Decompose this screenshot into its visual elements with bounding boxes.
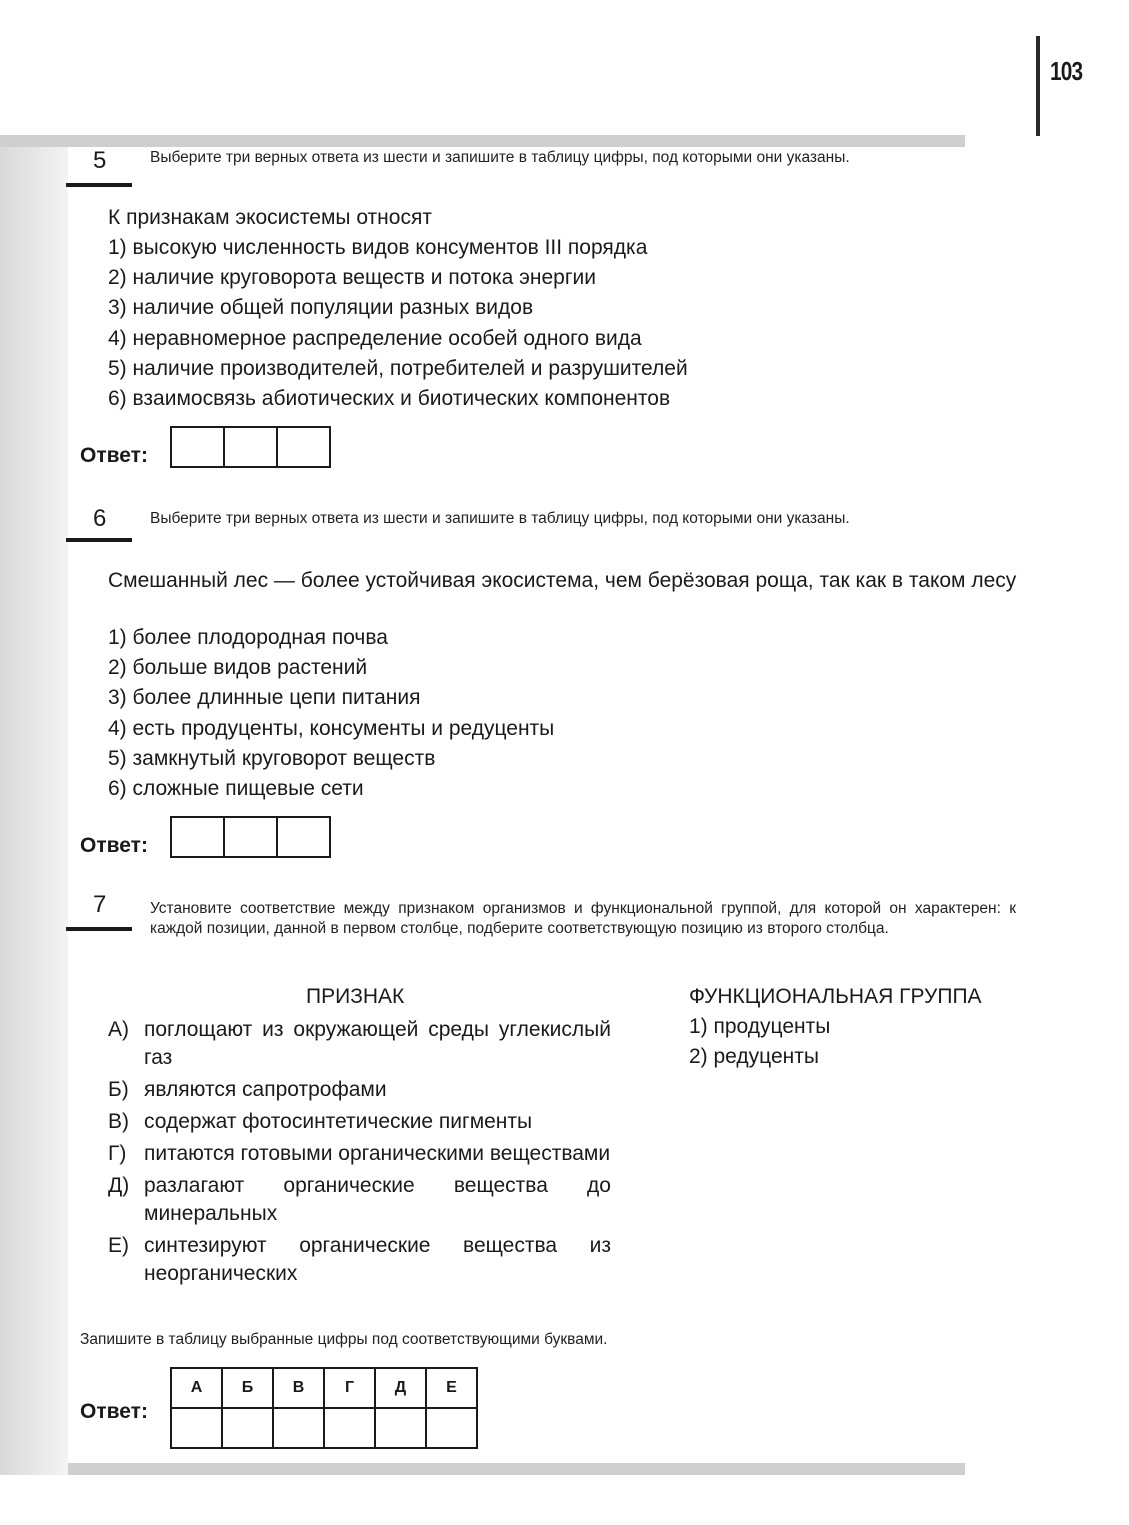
task-5-options [108, 233, 688, 414]
feature-letter: Е) [108, 1234, 129, 1257]
feature-text: синтезируют органические вещества из неорганических [144, 1234, 611, 1285]
option-item: 2) наличие круговорота веществ и потока энергии [108, 266, 596, 290]
feature-letter: Г) [108, 1142, 127, 1165]
table-letter: Б [222, 1368, 273, 1408]
task-7-answer-label: Ответ: [80, 1400, 148, 1423]
feature-text: разлагают органические вещества до минеральных [144, 1174, 611, 1225]
top-gray-rule [0, 135, 965, 147]
option-item: 2) больше видов растений [108, 656, 368, 680]
option-item: 4) неравномерное распределение особей одного вида [108, 326, 642, 350]
answer-cell[interactable] [172, 428, 225, 466]
option-item: 5) наличие производителей, потребителей и разрушителей [108, 356, 688, 380]
group-item: 1) продуценты [689, 1015, 831, 1038]
feature-item [108, 1016, 611, 1072]
group-item: 2) редуценты [689, 1045, 819, 1068]
task-6-answer-boxes [170, 816, 331, 858]
feature-item [108, 1108, 611, 1136]
table-letter: А [171, 1368, 222, 1408]
task-5-stem: К признакам экосистемы относят [108, 206, 432, 229]
feature-text: являются сапротрофами [144, 1078, 387, 1101]
option-item: 3) более длинные цепи питания [108, 686, 421, 710]
answer-cell[interactable] [225, 428, 278, 466]
task-6-options [108, 623, 554, 804]
answer-cell[interactable] [278, 818, 329, 856]
feature-text: содержат фотосинтетические пигменты [144, 1110, 533, 1133]
task-5-number: 5 [93, 147, 107, 174]
answer-cell[interactable] [426, 1408, 477, 1448]
answer-cell[interactable] [172, 818, 225, 856]
groups-list [689, 1012, 830, 1072]
feature-text: питаются готовыми органическими веществами [144, 1142, 611, 1165]
feature-item [108, 1076, 611, 1104]
page-number: 103 [1050, 56, 1083, 86]
feature-item [108, 1140, 611, 1168]
task-6-stem: Смешанный лес — более устойчивая экосистема, чем берёзовая роща, так как в таком лесу [108, 569, 1017, 592]
task-5-answer-boxes [170, 426, 331, 468]
task-7-number: 7 [93, 891, 107, 918]
task-5-marker-line [66, 183, 132, 187]
feature-item [108, 1232, 611, 1288]
task-7-answer-table [170, 1367, 478, 1449]
feature-letter: А) [108, 1018, 129, 1041]
task-7-write-note: Запишите в таблицу выбранные цифры под соответствующими буквами. [80, 1331, 608, 1348]
option-item: 3) наличие общей популяции разных видов [108, 296, 534, 320]
feature-letter: Б) [108, 1078, 129, 1101]
task-7-marker-line [66, 927, 132, 931]
feature-letter: Д) [108, 1174, 130, 1197]
option-item: 6) взаимосвязь абиотических и биотических компонентов [108, 387, 671, 411]
bottom-gray-rule [68, 1463, 965, 1475]
features-heading: ПРИЗНАК [306, 985, 405, 1008]
groups-heading: ФУНКЦИОНАЛЬНАЯ ГРУППА [689, 985, 982, 1008]
feature-item [108, 1172, 611, 1228]
option-item: 1) более плодородная почва [108, 626, 388, 649]
answer-cell[interactable] [225, 818, 278, 856]
table-letter: Г [324, 1368, 375, 1408]
option-item: 5) замкнутый круговорот веществ [108, 746, 436, 770]
task-6-number: 6 [93, 505, 107, 532]
answer-cell[interactable] [278, 428, 329, 466]
task-6-instruction: Выберите три верных ответа из шести и запишите в таблицу цифры, под которыми они указаны. [150, 510, 850, 527]
answer-cell[interactable] [171, 1408, 222, 1448]
option-item: 6) сложные пищевые сети [108, 777, 364, 801]
table-letter: Д [375, 1368, 426, 1408]
feature-text: поглощают из окружающей среды углекислый газ [144, 1018, 611, 1069]
answer-cell[interactable] [222, 1408, 273, 1448]
task-7-instruction: Установите соответствие между признаком организмов и функциональной группой, для которой он характерен: к каждой позиции, данной в первом столбце, подберите соответствующую позицию из второго столбца. [150, 900, 1016, 937]
task-5-answer-label: Ответ: [80, 444, 148, 467]
table-letter: В [273, 1368, 324, 1408]
scan-shadow [0, 135, 68, 1475]
features-list [108, 1016, 611, 1292]
task-6-answer-label: Ответ: [80, 834, 148, 857]
answer-cell[interactable] [375, 1408, 426, 1448]
table-letter: Е [426, 1368, 477, 1408]
page-number-divider [1036, 36, 1040, 136]
option-item: 4) есть продуценты, консументы и редуценты [108, 716, 555, 740]
task-5-instruction: Выберите три верных ответа из шести и запишите в таблицу цифры, под которыми они указаны. [150, 149, 850, 166]
answer-cell[interactable] [324, 1408, 375, 1448]
option-item: 1) высокую численность видов консументов III порядка [108, 236, 648, 259]
task-6-marker-line [66, 538, 132, 542]
answer-cell[interactable] [273, 1408, 324, 1448]
feature-letter: В) [108, 1110, 129, 1133]
